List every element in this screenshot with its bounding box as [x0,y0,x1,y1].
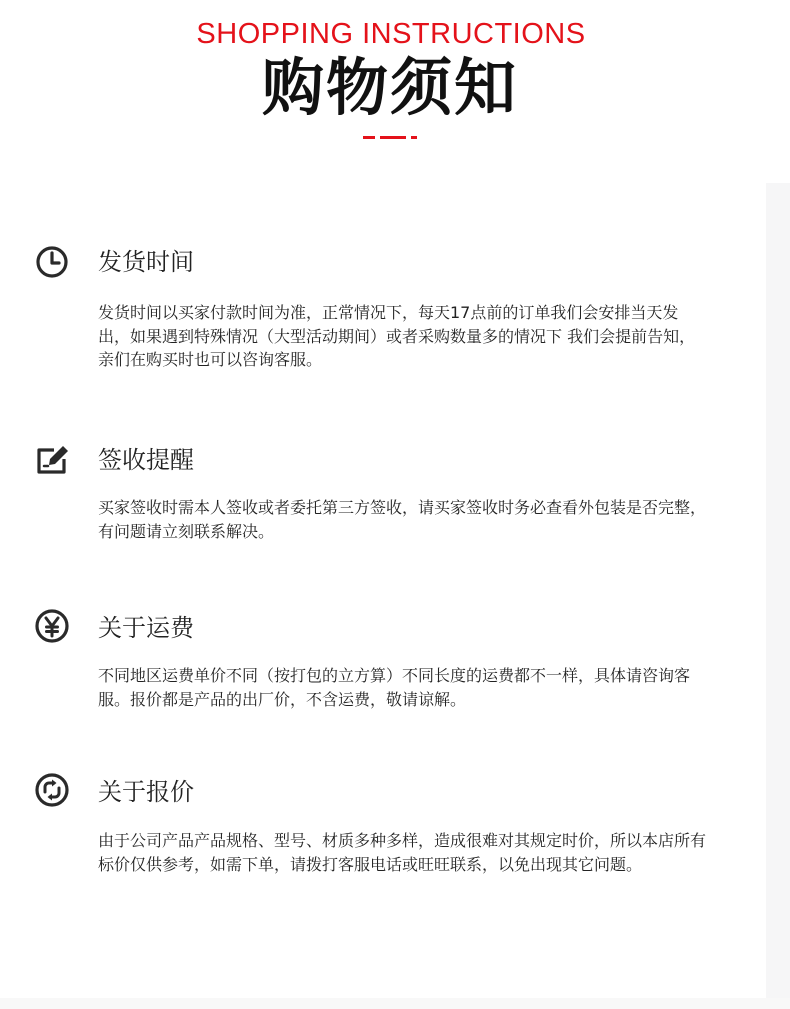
section-body: 不同地区运费单价不同（按打包的立方算）不同长度的运费都不一样，具体请咨询客服。报价都是产品的出厂价，不含运费，敬请谅解。 [98,666,691,709]
bottom-divider [0,998,790,1009]
refresh-icon [34,772,70,808]
header-english-title: SHOPPING INSTRUCTIONS [196,18,586,50]
header-accent-line-center [380,136,406,139]
section-body: 买家签收时需本人签收或者委托第三方签收，请买家签收时务必查看外包装是否完整，有问题请立刻联系解决。 [98,498,707,541]
edit-icon [34,442,70,478]
header-chinese-title: 购物须知 [261,51,518,124]
section-title: 发货时间 [98,248,194,276]
yen-icon [34,608,70,644]
clock-icon [34,244,70,280]
header-accent-line-left [363,136,375,139]
section-title: 关于运费 [98,614,194,642]
section-body: 发货时间以买家付款时间为准，正常情况下，每天17点前的订单我们会安排当天发出，如果遇到特殊情况（大型活动期间）或者采购数量多的情况下 我们会提前告知，亲们在购买时也可以咨询客服。 [98,303,696,369]
header-accent-line-right [411,136,417,139]
section-title: 关于报价 [98,778,194,806]
section-body: 由于公司产品产品规格、型号、材质多种多样，造成很难对其规定时价，所以本店所有标价仅供参考，如需下单，请拨打客服电话或旺旺联系，以免出现其它问题。 [98,831,707,874]
right-side-panel [766,183,790,1009]
section-title: 签收提醒 [98,446,194,474]
